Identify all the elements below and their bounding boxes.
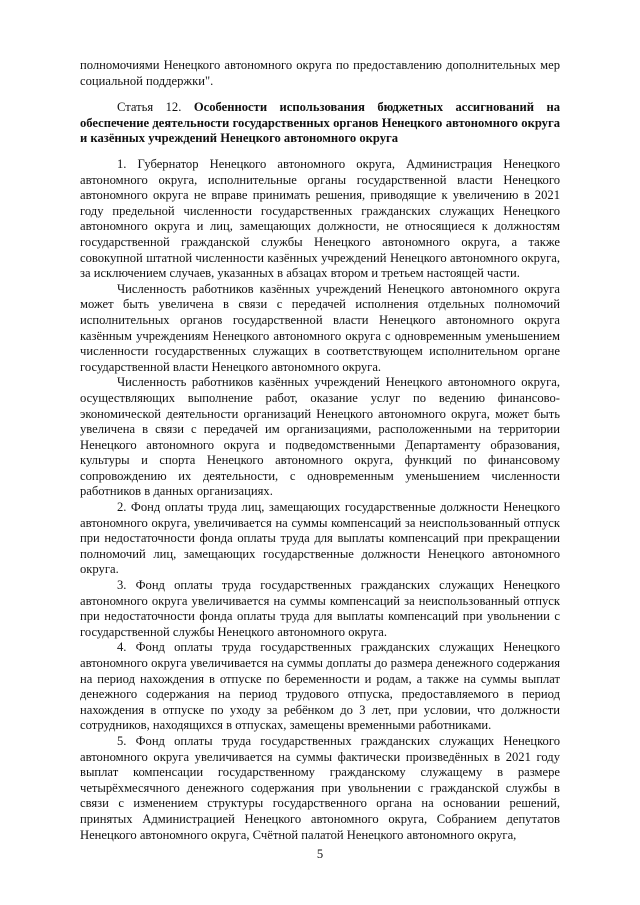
paragraph-2: Численность работников казённых учреждений Ненецкого автономного округа может быть увеличена в связи с передачей исполнения отдельных полномочий исполнительных органов государственной власти Ненецкого автономного округа казённым учреждениям Ненецкого автономного округа с одновременным уменьшением численности государственных служащих в соответствующем исполнительном органе государственной власти Ненецкого автономного округа. xyxy=(80,281,560,374)
paragraph-5: 3. Фонд оплаты труда государственных гражданских служащих Ненецкого автономного округа увеличивается на суммы компенсаций за неиспользованный отпуск при недостаточности фонда оплаты труда для выплаты компенсаций при увольнении с государственной службы Ненецкого автономного округа. xyxy=(80,578,560,639)
paragraph-3: Численность работников казённых учреждений Ненецкого автономного округа, осуществляющих выполнение работ, оказание услуг по ведению финансово-экономической деятельности организаций Ненецкого автономного округа, может быть увеличена в связи с передачей им организациями, расположенными на территории Ненецкого автономного округа и подведомственными Департаменту образования, культуры и спорта Ненецкого автономного округа, функций по финансовому сопровождению их деятельности, с одновременным уменьшением численности работников в данных организациях. xyxy=(80,375,560,499)
page-number: 5 xyxy=(316,847,324,861)
intro-text: полномочиями Ненецкого автономного округа по предоставлению дополнительных мер социальной поддержки". xyxy=(80,58,560,88)
article-body xyxy=(80,157,560,843)
paragraph-4: 2. Фонд оплаты труда лиц, замещающих государственные должности Ненецкого автономного округа, увеличивается на суммы компенсаций за неиспользованный отпуск при недостаточности фонда оплаты труда для выплаты компенсаций при прекращении полномочий лиц, замещающих государственные должности Ненецкого автономного округа. xyxy=(80,500,560,577)
article-label: Статья 12. xyxy=(117,100,182,114)
paragraph-6: 4. Фонд оплаты труда государственных гражданских служащих Ненецкого автономного округа увеличивается на суммы доплаты до размера денежного содержания на период нахождения в отпуске по беременности и родам, а также на суммы выплат денежного содержания на период трудового отпуска, предоставляемого в период нахождения в отпуске по уходу за ребёнком до 3 лет, при условии, что должности сотрудников, находящихся в отпусках, замещены временными работниками. xyxy=(80,640,560,733)
intro-paragraph xyxy=(80,58,560,89)
paragraph-7: 5. Фонд оплаты труда государственных гражданских служащих Ненецкого автономного округа увеличивается на суммы фактически произведённых в 2021 году выплат компенсации государственному гражданскому служащему в размере четырёхмесячного денежного содержания при увольнении с гражданской службы в связи с изменением структуры государственного органа на основании решений, принятых Администрацией Ненецкого автономного округа, Собранием депутатов Ненецкого автономного округа, Счётной палатой Ненецкого автономного округа, xyxy=(80,733,560,842)
paragraph-1: 1. Губернатор Ненецкого автономного округа, Администрация Ненецкого автономного округа, исполнительные органы государственной власти Ненецкого автономного округа не вправе принимать решения, приводящие к увеличению в 2021 году предельной численности государственных гражданских служащих Ненецкого автономного округа и лиц, замещающих должности, не относящиеся к должностям государственной гражданской службы Ненецкого автономного округа, а также совокупной штатной численности казённых учреждений Ненецкого автономного округа, за исключением случаев, указанных в абзацах втором и третьем настоящей части. xyxy=(80,157,560,281)
article-title: Особенности использования бюджетных ассигнований на обеспечение деятельности государственных органов Ненецкого автономного округа и казённых учреждений Ненецкого автономного округа xyxy=(80,100,561,146)
article-heading xyxy=(80,100,560,147)
